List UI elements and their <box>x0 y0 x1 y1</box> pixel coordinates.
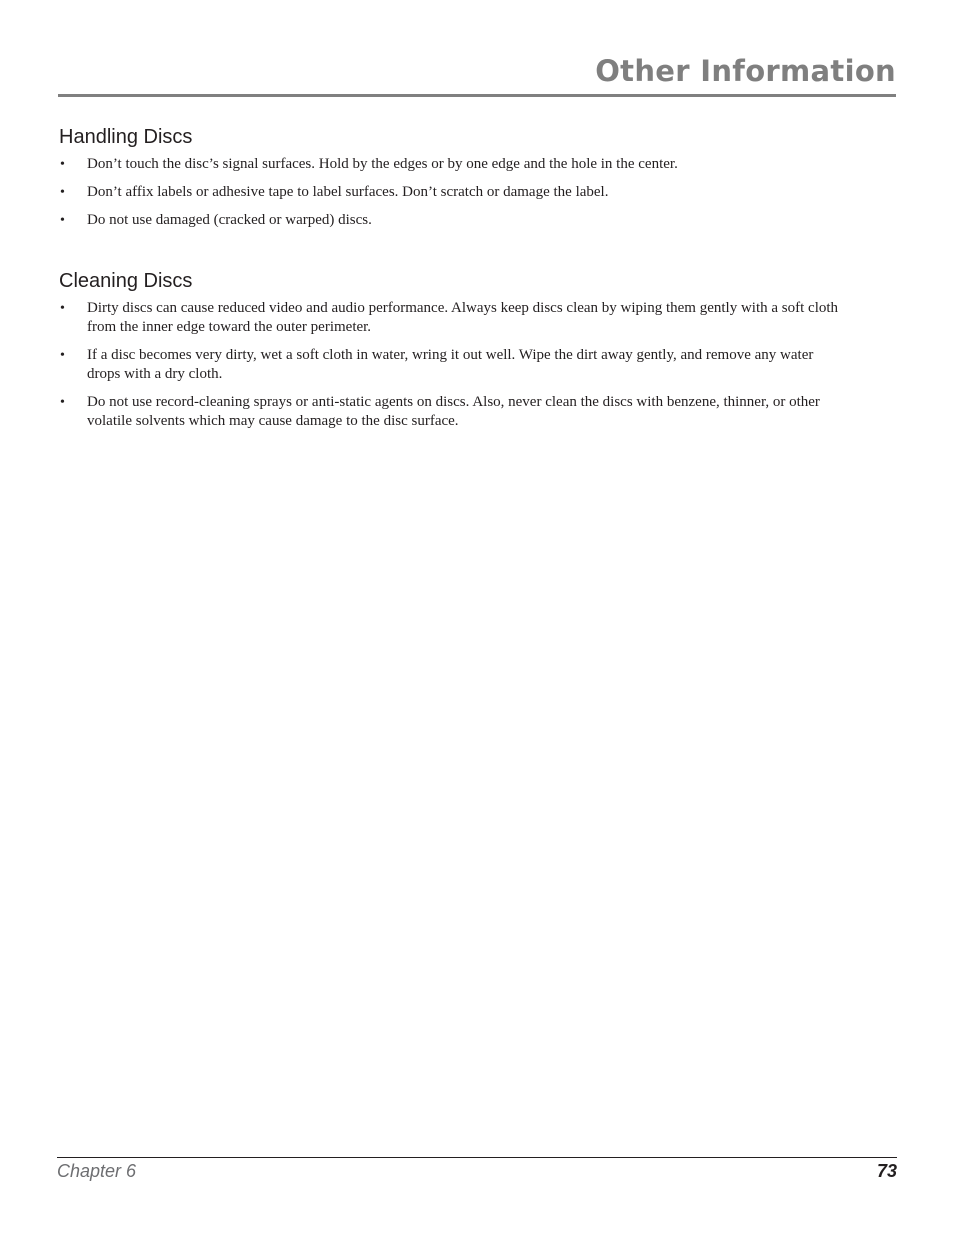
page-footer <box>57 1157 897 1188</box>
bullet-icon: • <box>60 301 65 316</box>
bullet-icon: • <box>60 395 65 410</box>
section-heading: Handling Discs <box>59 126 193 148</box>
bullet-icon: • <box>60 185 65 200</box>
section-handling-discs <box>59 124 839 239</box>
list-item-text: Do not use record-cleaning sprays or anti-static agents on discs. Also, never clean the discs with benzene, thinner, or other volatile solvents which may cause damage to the disc surface. <box>87 394 820 429</box>
list-item <box>59 393 839 431</box>
list-item-text: Dirty discs can cause reduced video and audio performance. Always keep discs clean by wiping them gently with a soft cloth from the inner edge toward the outer perimeter. <box>87 300 839 335</box>
list-item-text: Do not use damaged (cracked or warped) discs. <box>87 212 372 228</box>
section-heading: Cleaning Discs <box>59 270 193 292</box>
bullet-icon: • <box>60 348 65 363</box>
page-title: Other Information <box>595 54 896 88</box>
list-item <box>59 155 839 174</box>
page-header <box>58 52 896 97</box>
bullet-icon: • <box>60 157 65 172</box>
list-item-text: If a disc becomes very dirty, wet a soft cloth in water, wring it out well. Wipe the dirt away gently, and remove any water drops with a dry cloth. <box>87 347 814 382</box>
section-cleaning-discs <box>59 268 839 440</box>
list-item <box>59 346 839 384</box>
bullet-icon: • <box>60 213 65 228</box>
footer-page-number: 73 <box>876 1161 897 1181</box>
bullet-list <box>59 299 839 431</box>
list-item <box>59 299 839 337</box>
list-item-text: Don’t touch the disc’s signal surfaces. Hold by the edges or by one edge and the hole in the center. <box>87 156 678 172</box>
bullet-list <box>59 155 839 230</box>
list-item <box>59 183 839 202</box>
footer-chapter-label: Chapter 6 <box>57 1161 137 1181</box>
list-item-text: Don’t affix labels or adhesive tape to label surfaces. Don’t scratch or damage the label. <box>87 184 609 200</box>
list-item <box>59 211 839 230</box>
